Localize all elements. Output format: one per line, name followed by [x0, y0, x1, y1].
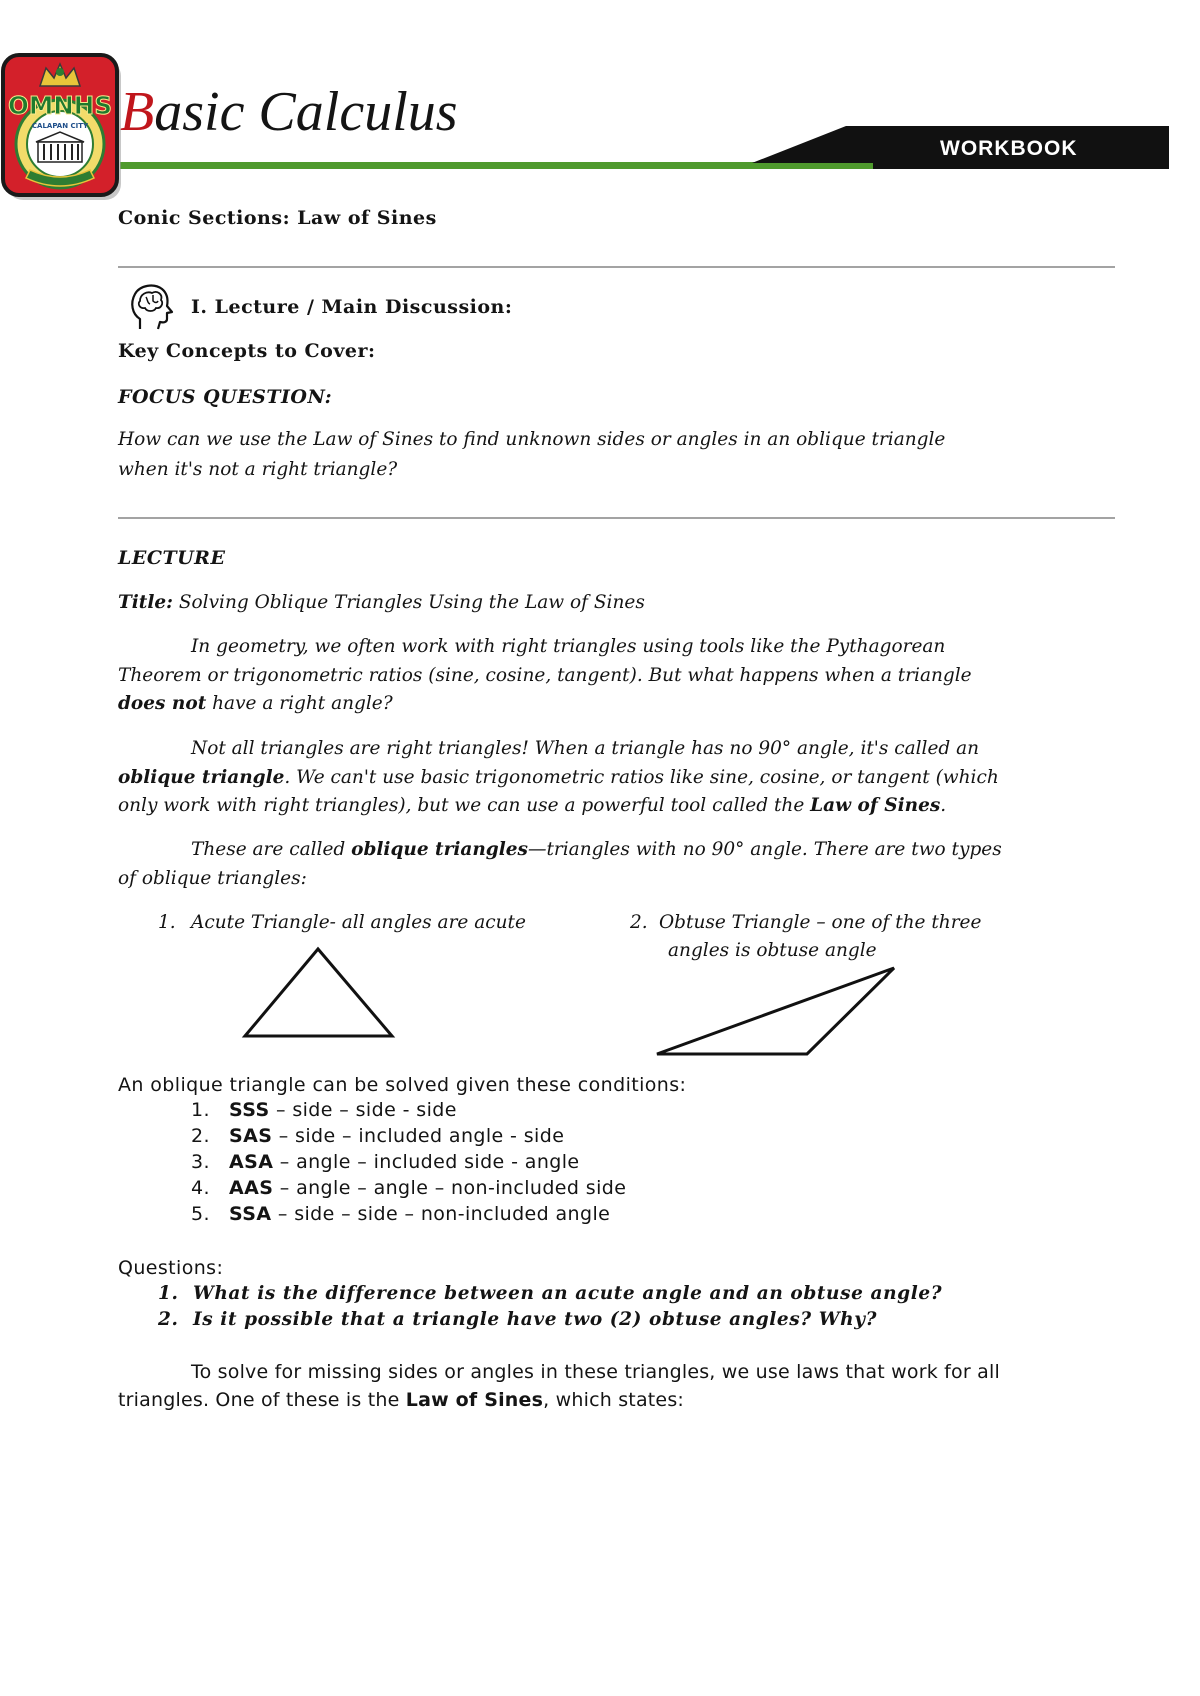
- paragraph-text: These are called: [191, 839, 352, 860]
- obtuse-triangle-figure: [650, 962, 902, 1060]
- list-item: [191, 1175, 1091, 1201]
- acute-triangle-figure: [240, 944, 398, 1042]
- paragraph-line: Not all triangles are right triangles! When a triangle has no 90° angle, it's called an: [191, 738, 980, 759]
- triangle-type-line: [630, 909, 981, 937]
- logo-city: CALAPAN CITY: [31, 122, 89, 130]
- condition-text: – side – side – non-included angle: [271, 1203, 611, 1225]
- paragraph-3: [118, 836, 1178, 893]
- focus-question-line: when it's not a right triangle?: [118, 458, 398, 480]
- emphasis-text: Law of Sines: [810, 795, 941, 816]
- emphasis-text: does not: [118, 693, 207, 714]
- obtuse-triangle: [657, 968, 894, 1054]
- lecture-title: [118, 589, 1168, 618]
- triangle-type-acute: [158, 909, 526, 937]
- triangle-type-line: angles is obtuse angle: [668, 940, 877, 961]
- condition-text: – angle – angle – non-included side: [273, 1177, 627, 1199]
- triangle-type-text: Acute Triangle- all angles are acute: [191, 912, 526, 933]
- condition-text: – side – side - side: [269, 1099, 457, 1121]
- list-number: 1.: [191, 1099, 210, 1121]
- title-rest: asic Calculus: [154, 81, 458, 143]
- list-number: 2.: [191, 1125, 210, 1147]
- list-number: 4.: [191, 1177, 210, 1199]
- condition-text: – side – included angle - side: [272, 1125, 565, 1147]
- paragraph-line: In geometry, we often work with right triangles using tools like the Pythagorean: [191, 636, 946, 657]
- conditions-intro: An oblique triangle can be solved given these conditions:: [118, 1074, 687, 1096]
- emphasis-text: Law of Sines: [405, 1389, 544, 1411]
- divider-middle: [118, 517, 1115, 519]
- question-text: What is the difference between an acute angle and an obtuse angle?: [193, 1283, 943, 1304]
- paragraph-1: [118, 633, 1168, 719]
- paragraph-line: [118, 1386, 1178, 1414]
- list-number: 1.: [158, 912, 176, 933]
- paragraph-line: To solve for missing sides or angles in these triangles, we use laws that work for all: [191, 1361, 1000, 1383]
- condition-code: ASA: [229, 1151, 274, 1173]
- paragraph-text: —triangles with no 90° angle. There are two types: [527, 839, 1002, 860]
- lecture-title-label: Title:: [118, 592, 173, 613]
- list-number: 1.: [158, 1283, 179, 1304]
- condition-code: SSA: [229, 1203, 272, 1225]
- key-concepts-label: Key Concepts to Cover:: [118, 340, 376, 362]
- list-number: 2.: [630, 912, 648, 933]
- triangle-type-obtuse: [630, 909, 981, 965]
- section-heading: I. Lecture / Main Discussion:: [191, 296, 513, 318]
- emphasis-text: oblique triangle: [118, 766, 285, 788]
- condition-text: – angle – included side - angle: [273, 1151, 580, 1173]
- triangle-type-text: Obtuse Triangle – one of the three: [659, 912, 982, 933]
- list-item: [191, 1149, 1091, 1175]
- question-item: [158, 1281, 1158, 1307]
- paragraph-text: have a right angle?: [206, 693, 393, 714]
- conditions-list: [191, 1097, 1091, 1227]
- focus-question-line: How can we use the Law of Sines to find unknown sides or angles in an oblique triangle: [118, 429, 946, 450]
- focus-question-label: FOCUS QUESTION:: [118, 386, 333, 408]
- paragraph-text: .: [940, 795, 947, 816]
- list-item: [191, 1097, 1091, 1123]
- school-logo: [0, 52, 124, 204]
- workbook-badge: WORKBOOK: [940, 137, 1078, 160]
- emphasis-text: oblique triangles: [351, 839, 528, 860]
- condition-code: SAS: [229, 1125, 273, 1147]
- title-initial: B: [120, 81, 155, 143]
- focus-question-text: [118, 425, 1168, 484]
- topic-heading: Conic Sections: Law of Sines: [118, 207, 437, 229]
- paragraph-text: triangles. One of these is the: [118, 1389, 406, 1411]
- lecture-title-text: Solving Oblique Triangles Using the Law of Sines: [178, 592, 645, 613]
- list-number: 3.: [191, 1151, 210, 1173]
- logo-name: OMNHS: [8, 91, 112, 120]
- list-item: [191, 1201, 1091, 1227]
- paragraph-2: [118, 735, 1178, 821]
- condition-code: AAS: [229, 1177, 274, 1199]
- questions-label: Questions:: [118, 1257, 224, 1279]
- paragraph-line: [118, 764, 1178, 793]
- brain-head-icon: [127, 281, 175, 331]
- list-number: 2.: [158, 1309, 179, 1330]
- paragraph-text: only work with right triangles), but we can use a powerful tool called the: [118, 795, 811, 816]
- workbook-title: [120, 81, 458, 143]
- condition-code: SSS: [229, 1099, 270, 1121]
- paragraph-line: [118, 836, 1178, 865]
- paragraph-text: , which states:: [543, 1389, 685, 1411]
- paragraph-line: [118, 792, 1178, 821]
- paragraph-line: [118, 690, 1168, 719]
- question-item: [158, 1307, 1158, 1333]
- questions-list: [158, 1281, 1158, 1333]
- closing-paragraph: [118, 1358, 1178, 1414]
- acute-triangle: [245, 949, 392, 1036]
- lecture-label: LECTURE: [118, 547, 226, 569]
- divider-top: [118, 266, 1115, 268]
- header-green-line: [120, 162, 873, 169]
- question-text: Is it possible that a triangle have two (2) obtuse angles? Why?: [193, 1309, 878, 1330]
- list-item: [191, 1123, 1091, 1149]
- paragraph-line: Theorem or trigonometric ratios (sine, cosine, tangent). But what happens when a triangle: [118, 664, 972, 686]
- paragraph-text: . We can't use basic trigonometric ratios like sine, cosine, or tangent (which: [284, 766, 999, 788]
- list-number: 5.: [191, 1203, 210, 1225]
- paragraph-line: of oblique triangles:: [118, 867, 307, 889]
